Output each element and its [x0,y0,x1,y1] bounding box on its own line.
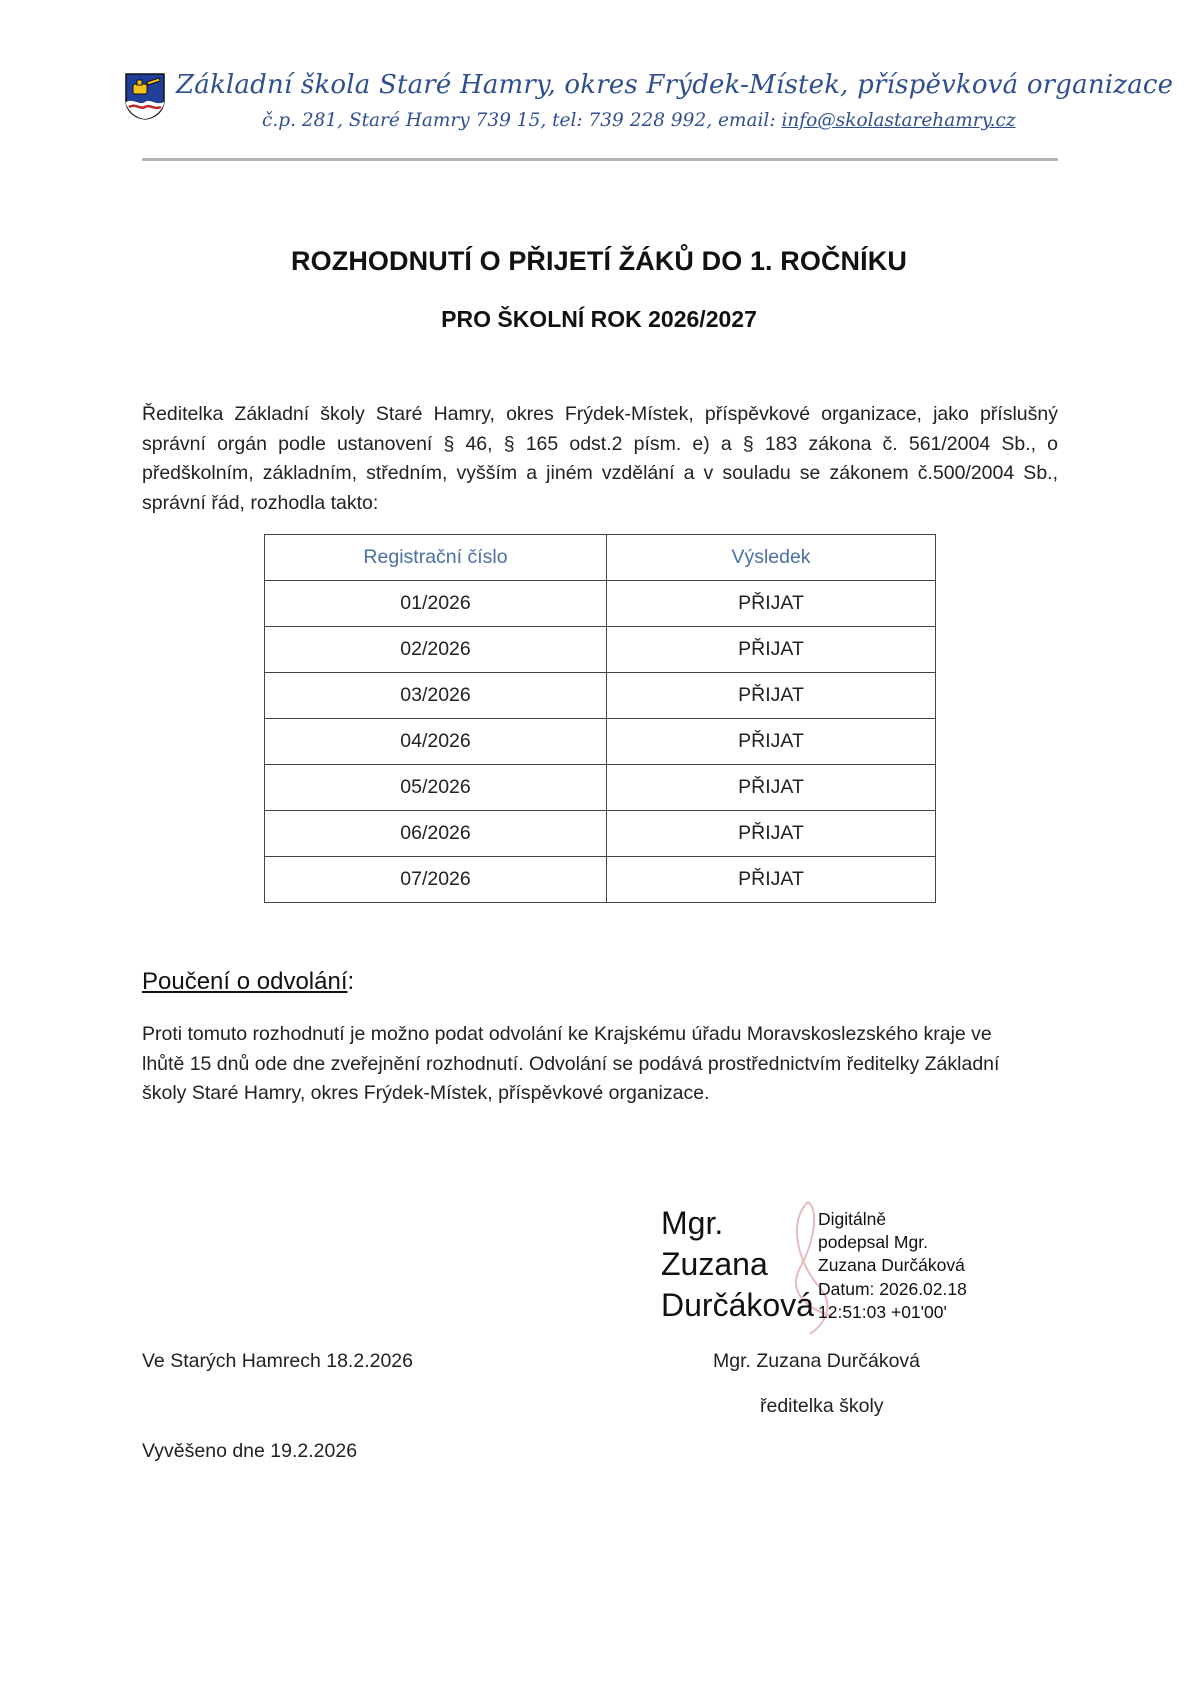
posted-date: Vyvěšeno dne 19.2.2026 [142,1440,358,1462]
signature-detail-line: podepsal Mgr. [818,1232,928,1253]
column-header-registration: Registrační číslo [265,535,607,581]
signature-detail-line: Zuzana Durčáková [818,1255,965,1276]
result-value: PŘIJAT [607,673,936,719]
signature-detail-line: Digitálně [818,1209,887,1229]
registration-number: 04/2026 [265,719,607,765]
results-table [264,534,936,903]
table-header-row [265,535,936,581]
table-row [265,765,936,811]
registration-number: 05/2026 [265,765,607,811]
school-address [262,110,1162,131]
table-row [265,581,936,627]
signature-name-line: Mgr. [661,1205,724,1241]
appeal-line: školy Staré Hamry, okres Frýdek-Místek, příspěvkové organizace. [142,1082,710,1104]
appeal-paragraph [142,1020,1062,1109]
document-title: ROZHODNUTÍ O PŘIJETÍ ŽÁKŮ DO 1. ROČNÍKU [291,246,907,276]
signature-name-line: Zuzana [661,1246,768,1282]
result-value: PŘIJAT [607,857,936,903]
registration-number: 03/2026 [265,673,607,719]
place-and-date: Ve Starých Hamrech 18.2.2026 [142,1350,413,1372]
school-name: Základní škola Staré Hamry, okres Frýdek-Místek, příspěvková organizace [176,70,1174,100]
table-row [265,673,936,719]
registration-number: 06/2026 [265,811,607,857]
school-address-text: č.p. 281, Staré Hamry 739 15, tel: 739 228 992, email: [262,110,782,131]
result-value: PŘIJAT [607,719,936,765]
director-role: ředitelka školy [760,1395,884,1417]
result-value: PŘIJAT [607,581,936,627]
registration-number: 07/2026 [265,857,607,903]
table-row [265,719,936,765]
signature-detail-line: 12:51:03 +01'00' [818,1301,947,1322]
registration-number: 02/2026 [265,627,607,673]
table-row [265,857,936,903]
document-subtitle: PRO ŠKOLNÍ ROK 2026/2027 [441,306,757,332]
column-header-result: Výsledek [607,535,936,581]
result-value: PŘIJAT [607,811,936,857]
director-name: Mgr. Zuzana Durčáková [713,1350,921,1372]
appeal-heading-text: Poučení o odvolání [142,968,348,995]
header-divider [142,158,1058,161]
result-value: PŘIJAT [607,765,936,811]
school-email-link[interactable]: info@skolastarehamry.cz [781,110,1016,131]
table-row [265,811,936,857]
signature-details [818,1208,967,1324]
appeal-line: Proti tomuto rozhodnutí je možno podat odvolání ke Krajskému úřadu Moravskoslezského kraje ve [142,1023,992,1045]
appeal-heading [142,968,354,996]
school-crest-icon [124,72,166,120]
intro-paragraph: Ředitelka Základní školy Staré Hamry, okres Frýdek-Místek, příspěvkové organizace, jako příslušný správní orgán podle ustanovení § 46, § 165 odst.2 písm. e) a § 183 zákona č. 561/2004 Sb., o předškolním, základním, středním, vyšším a jiném vzdělání a v souladu se zákonem č.500/2004 Sb., správní řád, rozhodla takto: [142,403,1058,514]
result-value: PŘIJAT [607,627,936,673]
signature-name-line: Durčáková [661,1287,814,1323]
table-row [265,627,936,673]
registration-number: 01/2026 [265,581,607,627]
signature-name [661,1203,814,1326]
signature-detail-line: Datum: 2026.02.18 [818,1278,967,1299]
appeal-line: lhůtě 15 dnů ode dne zveřejnění rozhodnutí. Odvolání se podává prostřednictvím ředitelky Základní [142,1052,1000,1075]
appeal-heading-colon: : [347,968,355,995]
